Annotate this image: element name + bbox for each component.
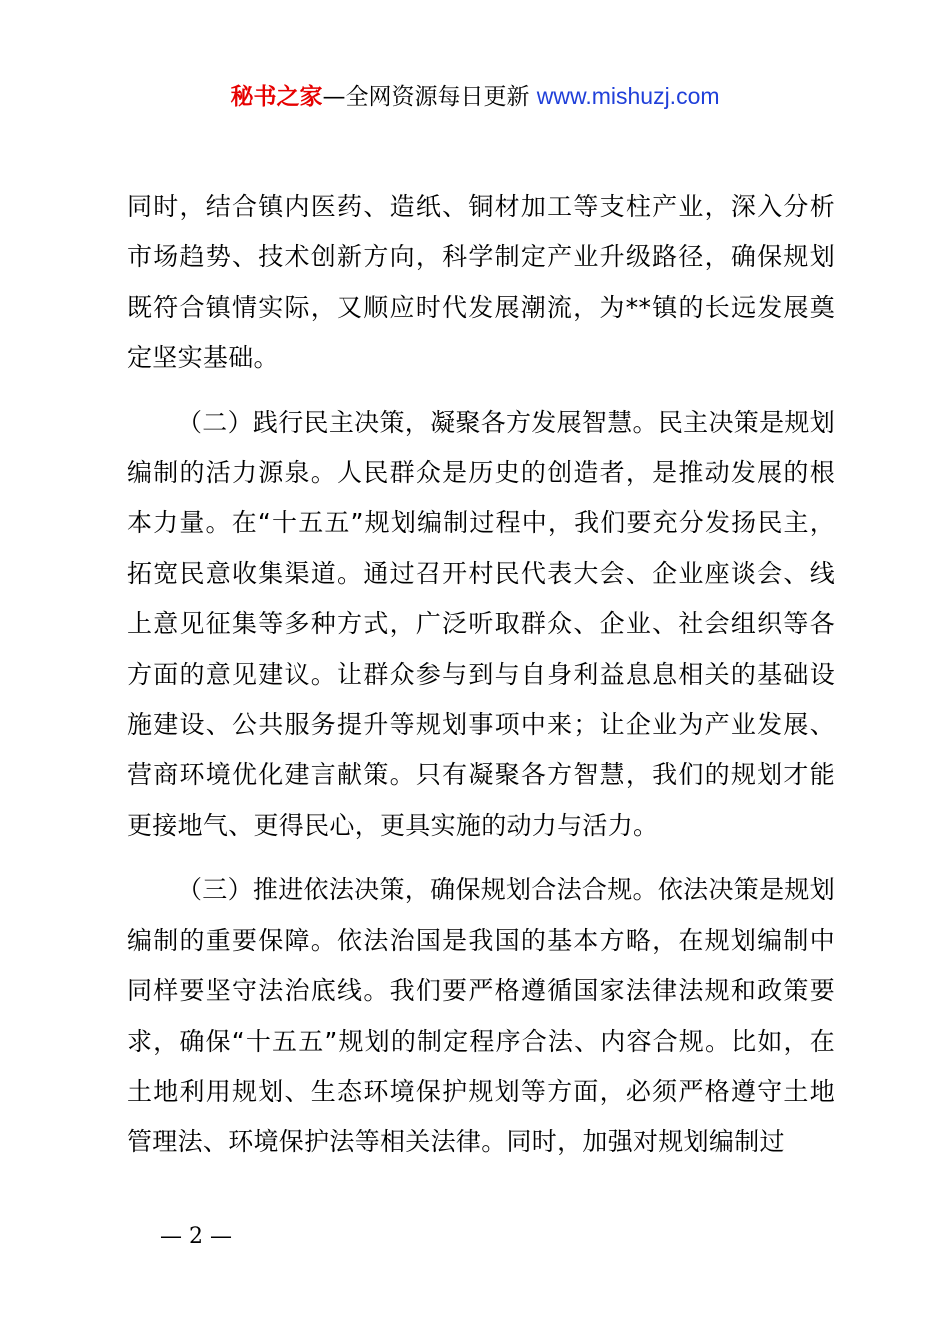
paragraph-democratic-decision: （二）践行民主决策，凝聚各方发展智慧。民主决策是规划编制的活力源泉。人民群众是历史的创造者，是推动发展的根本力量。在“十五五”规划编制过程中，我们要充分发扬民主，拓宽民意收集渠道。通过召开村民代表大会、企业座谈会、线上意见征集等多种方式，广泛听取群众、企业、社会组织等各方面的意见建议。让群众参与到与自身利益息息相关的基础设施建设、公共服务提升等规划事项中来；让企业为产业发展、营商环境优化建言献策。只有凝聚各方智慧，我们的规划才能更接地气、更得民心，更具实施的动力与活力。	[127, 407, 835, 840]
paragraph-lawful-decision: （三）推进依法决策，确保规划合法合规。依法决策是规划编制的重要保障。依法治国是我国的基本方略，在规划编制中同样要坚守法治底线。我们要严格遵循国家法律法规和政策要求，确保“十五五”规划的制定程序合法、内容合规。比如，在土地利用规划、生态环境保护规划等方面，必须严格遵守土地管理法、环境保护法等相关法律。同时，加强对规划编制过	[127, 875, 835, 1157]
header-slogan: —全网资源每日更新	[322, 84, 537, 110]
paragraph-continuation: 同时，结合镇内医药、造纸、铜材加工等支柱产业，深入分析市场趋势、技术创新方向，科学制定产业升级路径，确保规划既符合镇情实际，又顺应时代发展潮流，为**镇的长远发展奠定坚实基础。	[127, 192, 835, 373]
header-url-link[interactable]: www.mishuzj.com	[536, 83, 720, 109]
document-header	[0, 78, 950, 115]
header-brand: 秘书之家	[230, 84, 323, 110]
page-number: — 2 —	[160, 1224, 232, 1249]
document-body	[127, 182, 835, 1168]
